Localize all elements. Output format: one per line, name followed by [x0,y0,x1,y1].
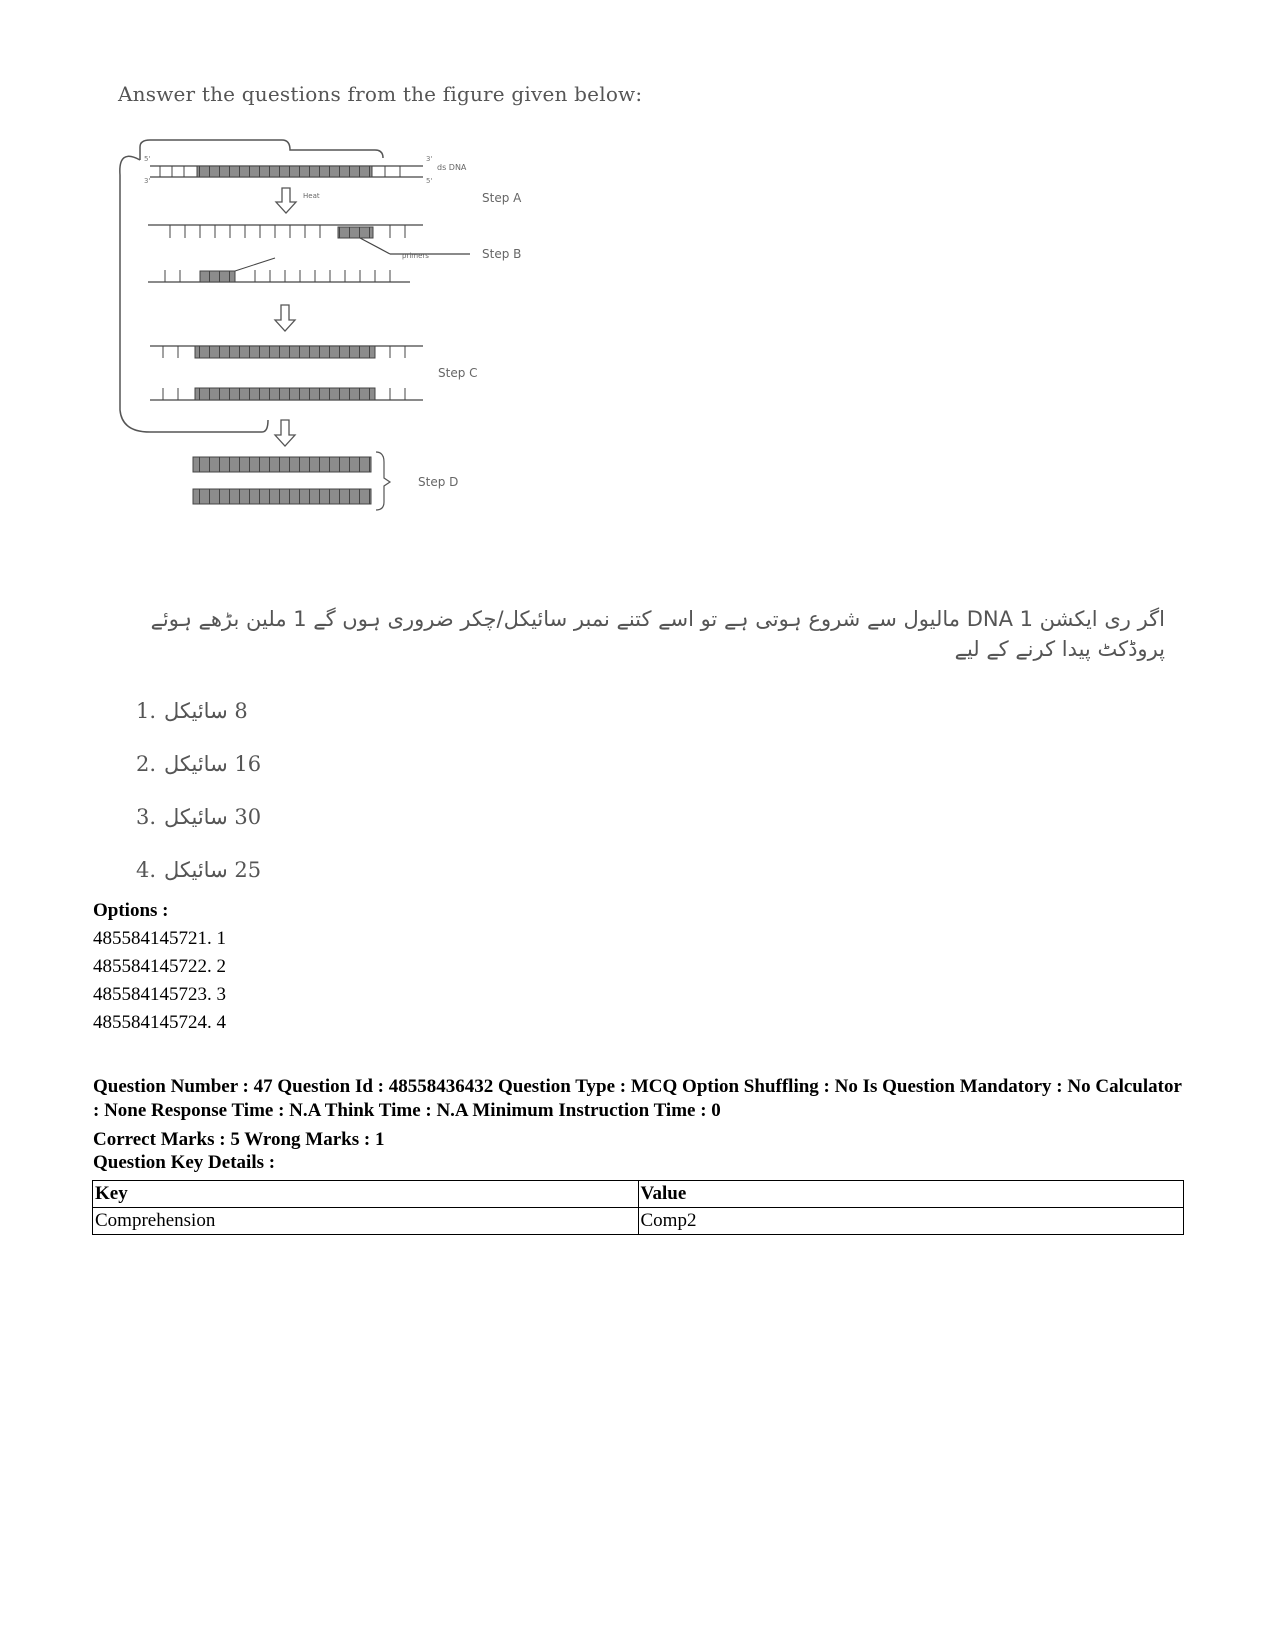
key-details-title: Question Key Details : [93,1152,276,1173]
step-d-product-2 [193,489,371,504]
ds-dna [150,166,423,177]
step-c-label: Step C [438,366,478,380]
choice-2[interactable]: 2. 16 سائیکل [136,751,262,776]
step-c-duplex-2 [150,388,423,400]
options-title: Options : [93,900,169,921]
choice-3[interactable]: 3. 30 سائیکل [136,804,262,829]
step-a-label: Step A [482,191,522,205]
header-value: Value [638,1181,1184,1208]
cell-value: Comp2 [638,1208,1184,1235]
step-a-brace [140,140,383,160]
header-key: Key [93,1181,639,1208]
single-strand-bottom [148,270,410,282]
option-item: 485584145721. 1 [93,928,226,949]
question-details: Question Number : 47 Question Id : 48558436432 Question Type : MCQ Option Shuffling : No Is Question Mandatory : No Calculator : None Response Time : N.A Think Time : N.A Minimum Instruction Time : 0 [93,1076,1182,1121]
svg-text:Heat: Heat [303,192,320,200]
question-choices [136,684,261,896]
svg-text:5': 5' [144,155,151,163]
table-header-row [93,1181,1184,1208]
down-arrow-2 [275,305,295,331]
option-item: 485584145722. 2 [93,956,226,977]
step-b-label: Step B [482,247,522,261]
single-strand-top [148,225,423,238]
options-list [93,897,226,1037]
step-c-duplex-1 [150,346,423,358]
svg-text:5': 5' [426,177,433,185]
svg-text:3': 3' [144,177,151,185]
step-d-brace [376,452,390,510]
cell-key: Comprehension [93,1208,639,1235]
option-item: 485584145724. 4 [93,1012,226,1033]
svg-text:3': 3' [426,155,433,163]
down-arrow-1 [276,188,296,213]
question-text: اگر ری ایکشن DNA 1 مالیول سے شروع ہوتی ہے تو اسے کتنے نمبر سائیکل/چکر ضروری ہوں گے 1 ملین بڑھے ہوئے پروڈکٹ پیدا کرنے کے لیے [150,607,1165,661]
key-details-table [92,1180,1184,1235]
choice-1[interactable]: 1. 8 سائیکل [136,698,248,723]
svg-text:primers: primers [402,252,429,260]
option-item: 485584145723. 3 [93,984,226,1005]
down-arrow-3 [275,420,295,446]
ds-dna-label: ds DNA [437,163,467,172]
table-row [93,1208,1184,1235]
step-d-product-1 [193,457,371,472]
choice-4[interactable]: 4. 25 سائیکل [136,857,262,882]
question-metadata [93,1075,1183,1157]
step-d-label: Step D [418,475,459,489]
marks-details: Correct Marks : 5 Wrong Marks : 1 [93,1129,385,1150]
figure-instruction: Answer the questions from the figure given below: [118,82,643,106]
